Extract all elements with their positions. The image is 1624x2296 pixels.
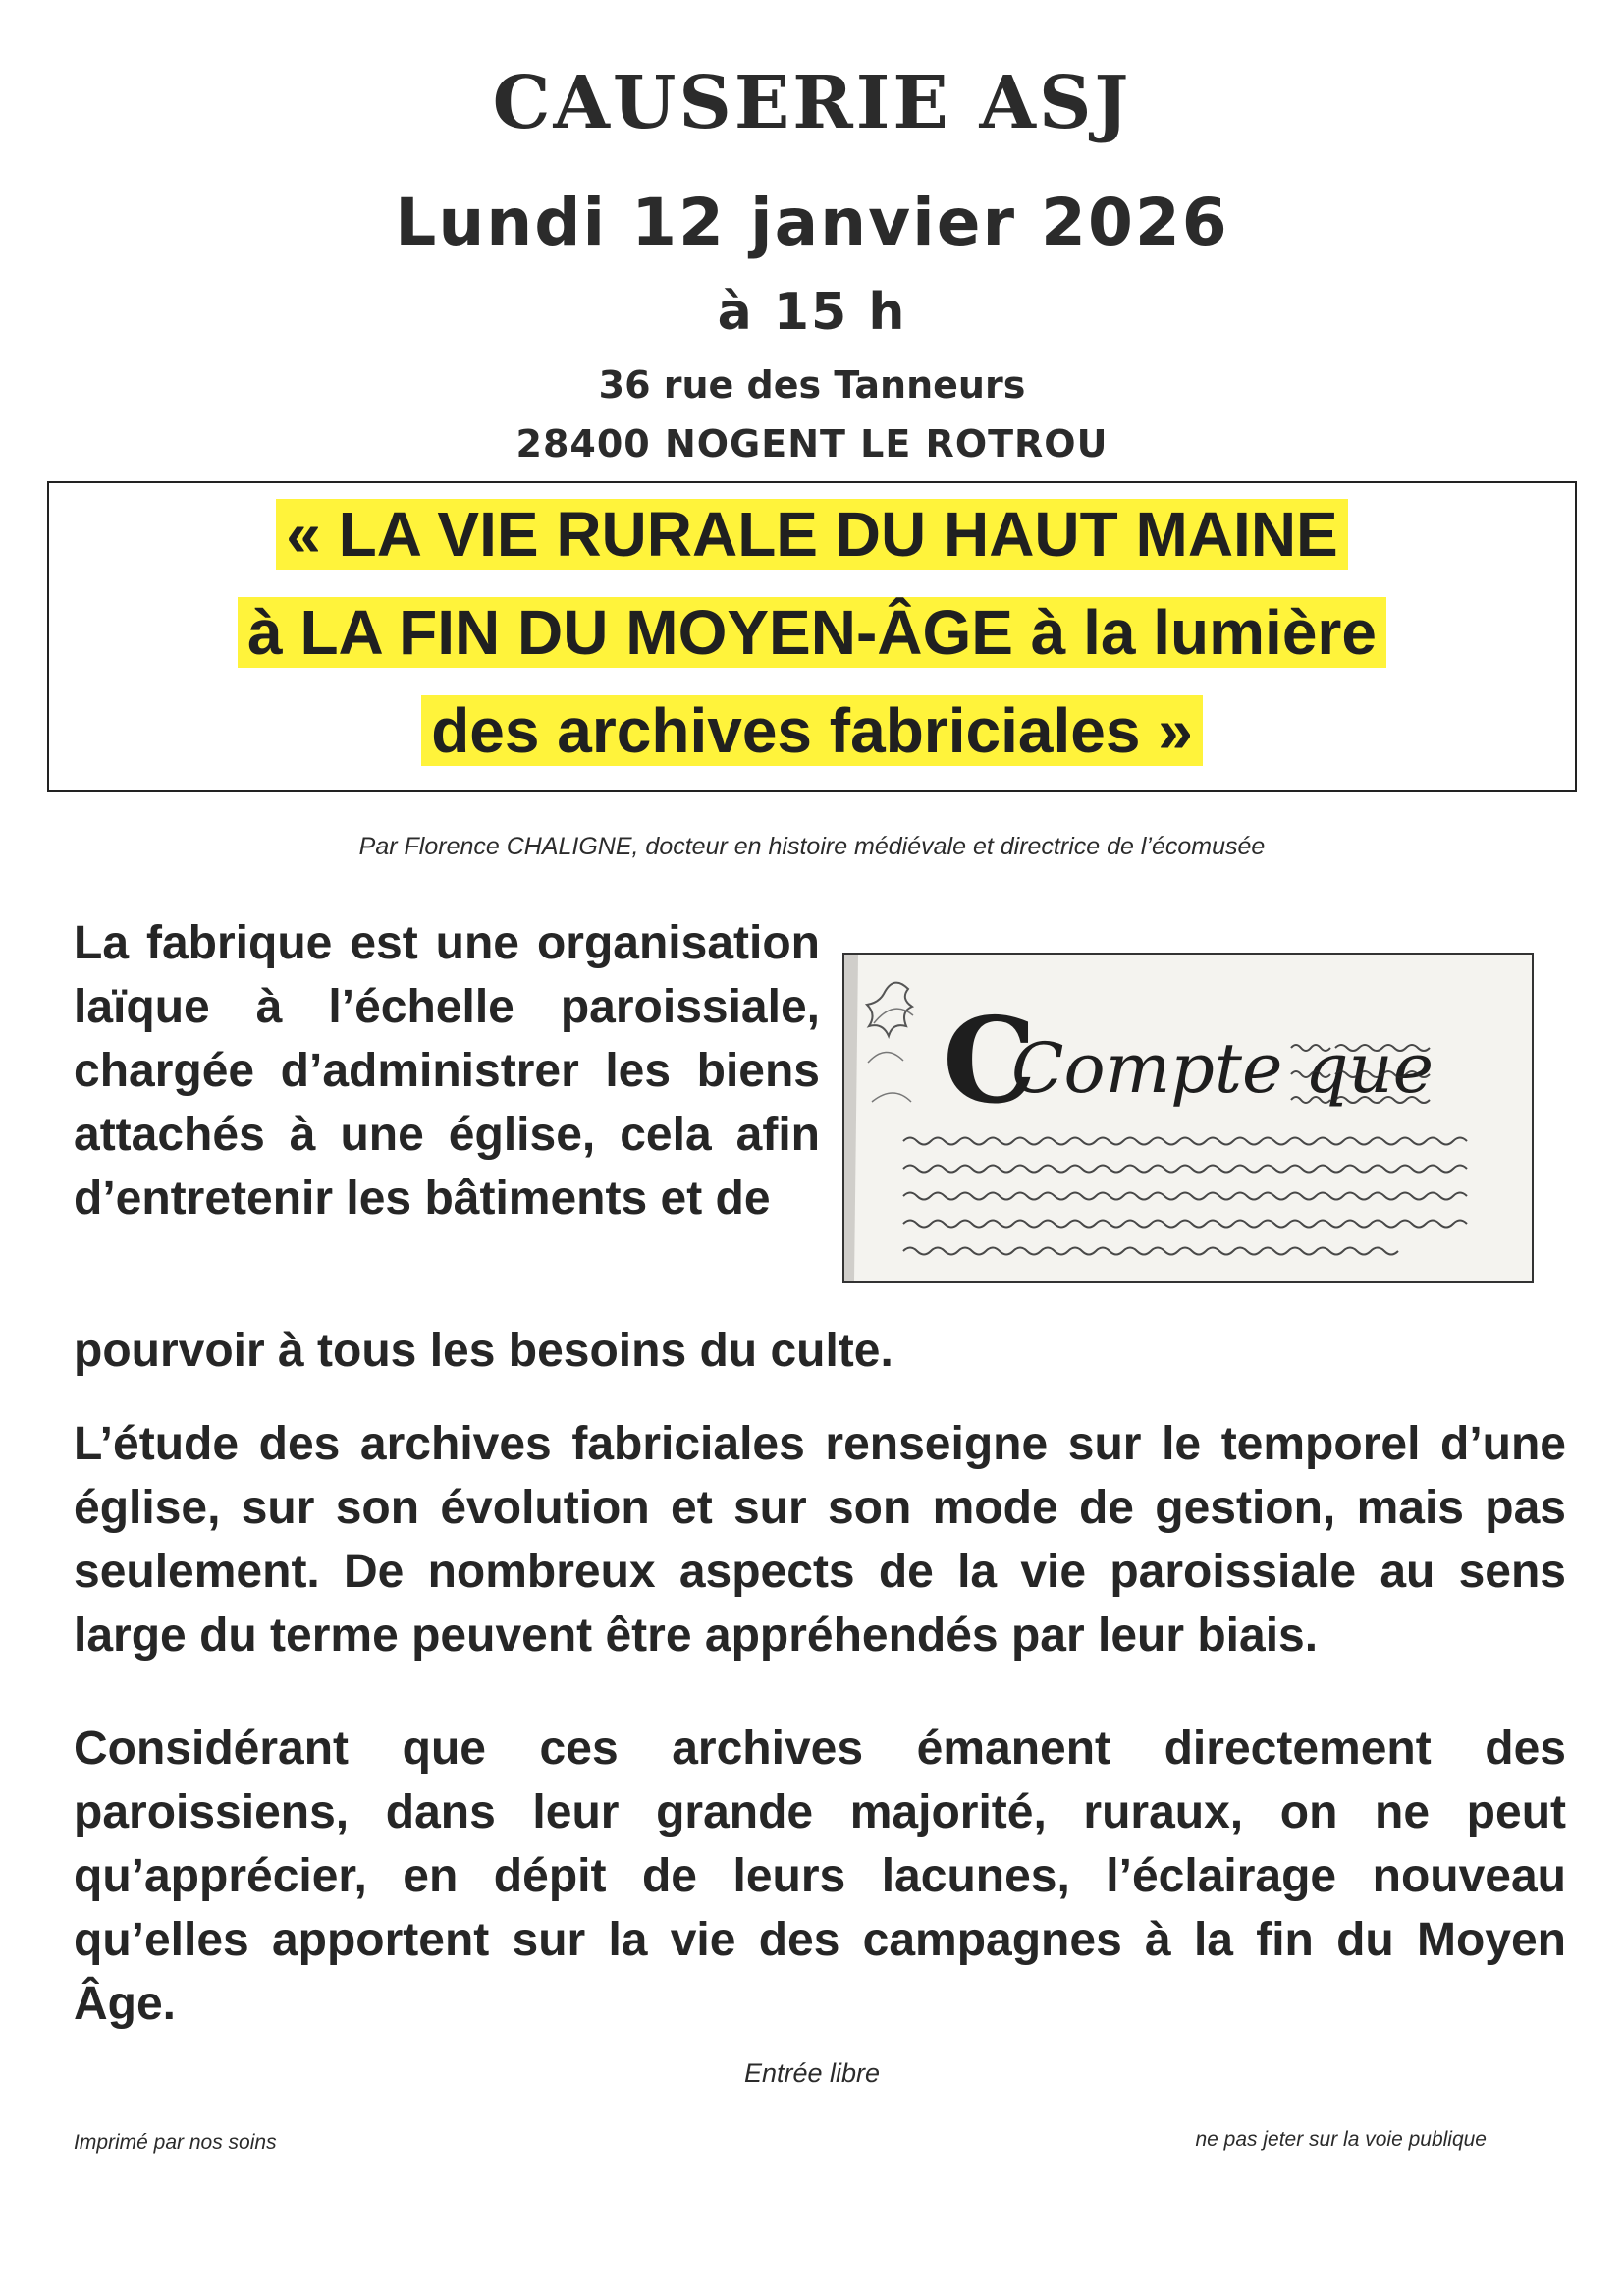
talk-title-line-1: [49, 495, 1575, 574]
event-date: Lundi 12 janvier 2026: [395, 185, 1229, 260]
paragraph-1: La fabrique est une organisation laïque à l’échelle paroissiale, chargée d’administrer les biens attachés à une église, cela afin d’entretenir les bâtiments et de: [74, 917, 820, 1225]
no-littering-note: ne pas jeter sur la voie publique: [1195, 2128, 1487, 2151]
manuscript-image: [842, 953, 1534, 1283]
talk-title-line-3: [49, 691, 1575, 770]
event-title: CAUSERIE ASJ: [492, 61, 1132, 145]
talk-title-line-2: [49, 593, 1575, 672]
event-time: à 15 h: [717, 283, 907, 342]
manuscript-initial: C: [943, 992, 1037, 1130]
talk-title-box: [47, 481, 1577, 792]
printed-by-note: Imprimé par nos soins: [74, 2131, 277, 2154]
address-city: 28400 NOGENT LE ROTROU: [515, 422, 1109, 465]
manuscript-illustration: [844, 955, 1532, 1281]
address-street: 36 rue des Tanneurs: [598, 363, 1026, 407]
paragraph-1-tail: pourvoir à tous les besoins du culte.: [74, 1325, 893, 1377]
speaker-byline: Par Florence CHALIGNE, docteur en histoire médiévale et directrice de l’écomusée: [358, 833, 1266, 860]
manuscript-heading: Compte que: [1011, 1028, 1435, 1109]
paragraph-2: L’étude des archives fabriciales renseigne sur le temporel d’une église, sur son évolution et sur son mode de gestion, mais pas seulement. De nombreux aspects de la vie paroissiale au sens large du terme peuvent être appréhendés par leur biais.: [74, 1418, 1566, 1662]
free-entry-note: Entrée libre: [743, 2058, 881, 2088]
talk-title-line-2-text: à LA FIN DU MOYEN-ÂGE à la lumière: [238, 597, 1386, 668]
talk-title-line-1-text: « LA VIE RURALE DU HAUT MAINE: [276, 499, 1347, 570]
paragraph-3: Considérant que ces archives émanent directement des paroissiens, dans leur grande majorité, ruraux, on ne peut qu’apprécier, en dépit de leurs lacunes, l’éclairage nouveau qu’elles apportent sur la vie des campagnes à la fin du Moyen Âge.: [74, 1722, 1566, 2030]
talk-title-line-3-text: des archives fabriciales »: [421, 695, 1203, 766]
